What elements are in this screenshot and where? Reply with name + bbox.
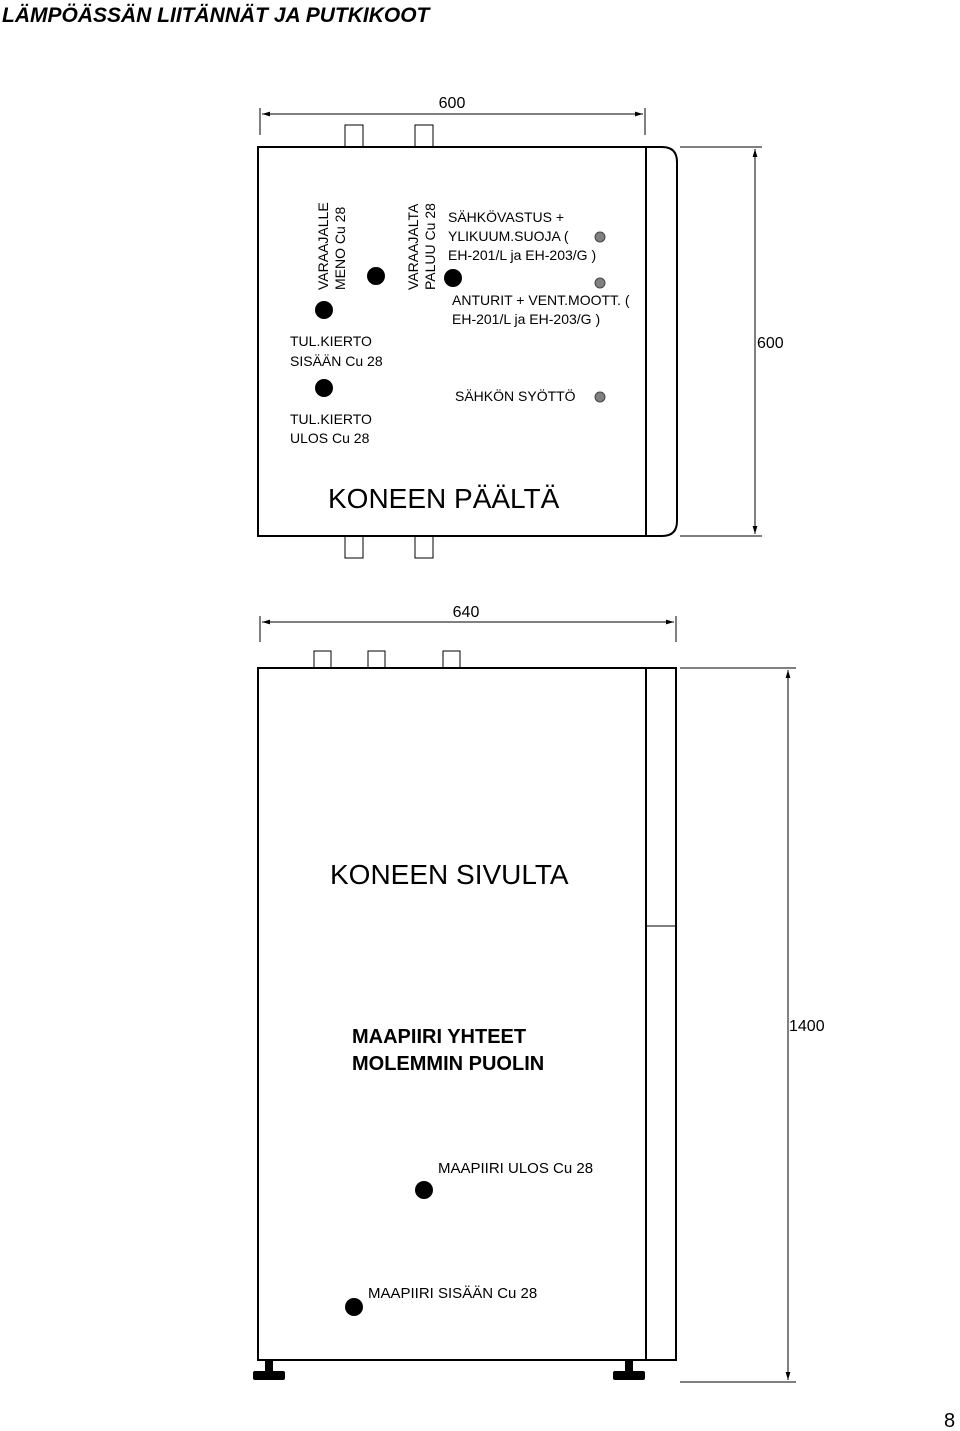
pipe-stub-bottom-1: [345, 536, 363, 558]
pipe-stub-top-2: [415, 125, 433, 147]
pipe-stub-side-1: [314, 651, 331, 668]
maapiiri-ulos-label: MAAPIIRI ULOS Cu 28: [438, 1160, 594, 1177]
foot-right: [613, 1360, 645, 1380]
varaajalta-label-2: PALUU Cu 28: [422, 203, 438, 290]
connection-dot-varaajalta-paluu: [367, 267, 385, 285]
pipe-stub-bottom-2: [415, 536, 433, 558]
connection-dot-anturit: [444, 269, 462, 287]
tul-kierto-ulos-label-2: ULOS Cu 28: [290, 430, 370, 446]
maapiiri-sisaan-label: MAAPIIRI SISÄÄN Cu 28: [368, 1285, 538, 1302]
anturit-label-2: EH-201/L ja EH-203/G ): [452, 311, 601, 327]
top-view-caption: KONEEN PÄÄLTÄ: [328, 483, 560, 514]
sahkovastus-label-3: EH-201/L ja EH-203/G ): [448, 247, 597, 263]
pipe-stub-side-2: [368, 651, 385, 668]
connection-dot-varaajalle-meno: [315, 301, 333, 319]
connection-dot-tul-kierto-sisaan: [315, 379, 333, 397]
side-view-body: [258, 668, 676, 1360]
pipe-stub-side-3: [443, 651, 460, 668]
foot-left: [253, 1360, 285, 1380]
cable-entry-anturit: [595, 278, 605, 288]
maapiiri-note-1: MAAPIIRI YHTEET: [352, 1026, 527, 1048]
top-width-dimension-label: 600: [438, 95, 466, 112]
varaajalle-label-2: MENO Cu 28: [332, 206, 348, 290]
connection-dot-maapiiri-ulos: [415, 1181, 433, 1199]
top-depth-dimension-label: 600: [757, 335, 784, 352]
top-view-door-panel: [646, 147, 677, 536]
anturit-label-1: ANTURIT + VENT.MOOTT. (: [452, 292, 630, 308]
top-view: [258, 95, 784, 558]
page-title: LÄMPÖÄSSÄN LIITÄNNÄT JA PUTKIKOOT: [2, 4, 430, 27]
connection-dot-maapiiri-sisaan: [345, 1298, 363, 1316]
varaajalta-label-1: VARAAJALTA: [405, 203, 421, 290]
cable-entry-sahkovastus: [595, 232, 605, 242]
side-height-dimension-label: 1400: [789, 1018, 825, 1035]
side-width-dimension-label: 640: [452, 604, 480, 621]
pipe-stub-top-1: [345, 125, 363, 147]
tul-kierto-sisaan-label-1: TUL.KIERTO: [290, 333, 372, 349]
sahkovastus-label-2: YLIKUUM.SUOJA (: [448, 228, 569, 244]
maapiiri-note-2: MOLEMMIN PUOLIN: [352, 1053, 545, 1075]
tul-kierto-ulos-label-1: TUL.KIERTO: [290, 411, 372, 427]
varaajalle-label-1: VARAAJALLE: [315, 202, 331, 290]
sahkovastus-label-1: SÄHKÖVASTUS +: [448, 209, 565, 225]
side-view-caption: KONEEN SIVULTA: [330, 859, 569, 890]
page-number: 8: [944, 1410, 956, 1431]
cable-entry-sahkon-syotto: [595, 392, 605, 402]
sahkon-syotto-label: SÄHKÖN SYÖTTÖ: [455, 388, 576, 404]
tul-kierto-sisaan-label-2: SISÄÄN Cu 28: [290, 353, 383, 369]
side-view: [253, 604, 825, 1382]
